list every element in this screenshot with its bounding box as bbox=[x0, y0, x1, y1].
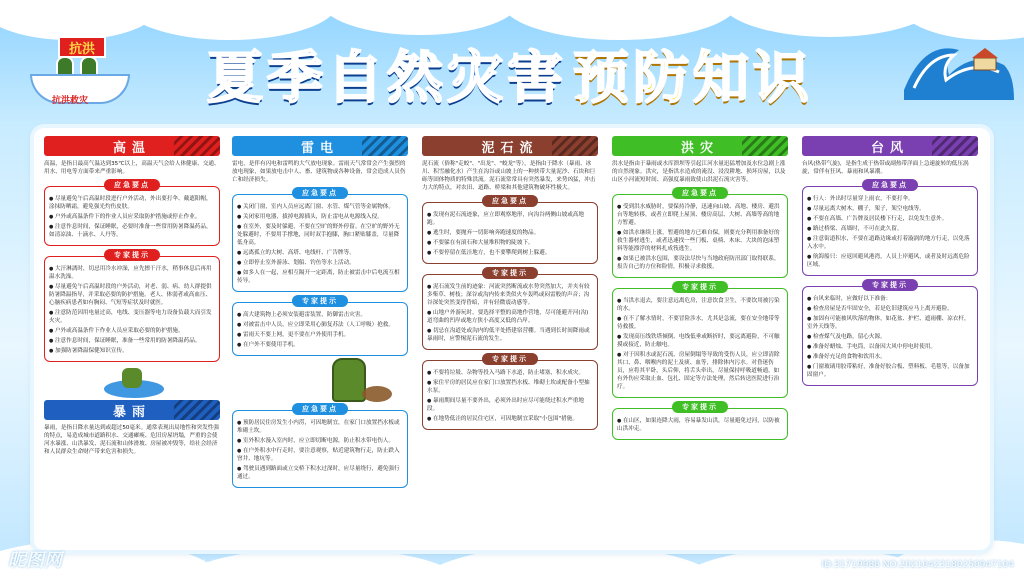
tip-item: ● 当洪水退去，要注意远离危房，注意饮食卫生，不要饮用被污染的水。 bbox=[617, 297, 783, 313]
soldier-figure bbox=[332, 358, 366, 402]
wave-illustration bbox=[904, 30, 1014, 100]
section-intro: 台风(热带气旋)，是指生成于热带或副热带洋面上急速旋转的低压涡旋，常伴有狂风、暴雨和风暴潮。 bbox=[802, 161, 969, 175]
title-main: 夏季自然灾害 bbox=[207, 46, 567, 111]
section-header-lightning: 雷电 bbox=[232, 136, 408, 156]
tip-item: ● 如洪水继续上涨，暂避的地方已难自保，则要充分利用准备好的救生器材逃生，或者迅速找一些门板、桌椅、木床、大块的泡沫塑料等能漂浮的材料扎成筏逃生。 bbox=[617, 229, 783, 253]
tip-item: ● 对于因积水或泥石流、房屋倒塌等导致的受伤人员，应立即清除其口、鼻、咽喉内的泥土及痰、血等，排除体内污水。对昏迷伤员，应将其平卧，头后仰，将舌头牵出，尽量保持呼吸道畅通。如有外伤应采取止血、包扎、固定等方法处理，然后转送医院进行治疗。 bbox=[617, 351, 783, 391]
tips-box bbox=[802, 181, 978, 276]
tip-item: ● 台风来临时，应做好以下准备： bbox=[807, 295, 973, 303]
column-mudslide bbox=[422, 136, 598, 544]
section-intro: 洪水是指由于暴雨或水库溃坝等引起江河水量迅猛增加及水位急剧上涨的自然现象。洪灾，是指洪水造成的淹没、浸没耕地、损坏房屋，以及山区小河流短时间、高强度暴雨致使山洪泥石流灾害等。 bbox=[612, 161, 786, 183]
tip-item: ● 注意防范因用电量过高，电线、变压器等电力设备负载大而引发火灾。 bbox=[49, 309, 215, 325]
box-label: 应急要点 bbox=[482, 195, 538, 207]
section-intro: 泥石流（俗称"走蛟"、"出龙"、"蛟龙"等），是指由于降水（暴雨、冰川、积雪融化水）产生在沟谷或山坡上的一种挟带大量泥沙、石块和巨砾等固体物质的特殊洪流。泥石流常常具有突然暴发，来势凶猛，冲击力大的特点，对农田、道路、桥梁和其他建筑物破坏性极大。 bbox=[422, 161, 596, 191]
tip-item: ● 在山区，如果连降大雨，容易暴发山洪，尽量避免过河，以防被山洪冲走。 bbox=[617, 417, 783, 433]
tip-item: ● 准备好蜡烛、手电筒，以备因大风中停电时使用。 bbox=[807, 343, 973, 351]
box-label: 专家提示 bbox=[672, 281, 728, 293]
tip-item: ● 尽量远离大树木，棚子，架子，架空电线等。 bbox=[807, 205, 973, 213]
title-highlight: 预防知识 bbox=[573, 46, 813, 111]
soldier-figure bbox=[122, 368, 142, 388]
tips-box bbox=[612, 189, 788, 278]
section-header-heat: 高温 bbox=[44, 136, 220, 156]
tip-item: ● 加强防暑降温保健知识宣传。 bbox=[49, 347, 215, 355]
tips-box bbox=[44, 251, 220, 362]
tip-item: ● 如多人在一起，应相互隔开一定距离，防止被雷击中后电流互相传导。 bbox=[237, 269, 403, 285]
section-intro: 高温，是指日最高气温达到35℃以上，高温天气会给人体健康、交通、用水、用电等方面带来严重影响。 bbox=[44, 161, 220, 175]
section-header-typhoon: 台风 bbox=[802, 136, 978, 156]
tip-item: ● 切忌在沟道处或沟内的低平处搭建宿营棚。当遇到长时间降雨或暴雨时，应警惕泥石流的发生。 bbox=[427, 327, 593, 343]
tip-item: ● 不要将垃圾、杂物等投入马路下水道，防止堵塞，积水成灾。 bbox=[427, 369, 593, 377]
footer bbox=[0, 550, 1024, 576]
column-typhoon bbox=[802, 136, 978, 544]
soldier-illustration bbox=[232, 356, 408, 406]
image-id: ID:31719988 NO:20210423180250947104 bbox=[821, 560, 1014, 570]
box-label: 专家提示 bbox=[482, 353, 538, 365]
tips-box bbox=[232, 405, 408, 488]
column-flood bbox=[612, 136, 788, 544]
tip-item: ● 驾驶员遇到路面或立交桥下积水过深时，应尽量绕行，避免强行通过。 bbox=[237, 465, 403, 481]
tip-item: ● 室外积水漫入室内时，应立即切断电源，防止积水带电伤人。 bbox=[237, 437, 403, 445]
watermark-url: www.nipic.com bbox=[170, 559, 246, 570]
column-lightning bbox=[232, 136, 408, 544]
tip-item: ● 预防居民住房发生小内涝，可因地制宜，在家门口放置挡水板或堆砌土坎。 bbox=[237, 419, 403, 435]
box-label: 专家提示 bbox=[672, 401, 728, 413]
tip-item: ● 远离孤立的大树、高塔、电线杆、广告牌等。 bbox=[237, 249, 403, 257]
tips-box bbox=[44, 181, 220, 246]
flag: 抗洪 bbox=[58, 36, 106, 58]
tip-item: ● 高大建筑物上必须安装避雷装置，防御雷击灾害。 bbox=[237, 311, 403, 319]
tip-item: ● 山地户外游玩时，要选择平整的高地作营地，尽可能避开河(沟)道弯曲的凹岸或地方狭小高度又低的凸岸。 bbox=[427, 309, 593, 325]
tips-box bbox=[612, 283, 788, 398]
box-label: 专家提示 bbox=[482, 267, 538, 279]
tip-item: ● 雷雨天不要上网，更不要在户外使用手机。 bbox=[237, 331, 403, 339]
tip-item: ● 发现高压线铁塔倾倒、电线低垂或断折时，要远离避险，不可触摸或接近，防止触电。 bbox=[617, 333, 783, 349]
tip-item: ● 不要停留在低洼地方，也不要攀爬到树上躲避。 bbox=[427, 249, 593, 257]
tip-item: ● 泥石流发生前的迹象：河流突然断流或水势突然加大，并夹有较多柴草、树枝；深谷或沟内传来类似火车轰鸣或闷雷般的声音；沟谷深处突然变得昏暗，并有轻微震动感等。 bbox=[427, 283, 593, 307]
tip-item: ● 加固有可能被风吹落的物体，如花盆、护栏、遮雨棚、凉衣杆，室外天线等。 bbox=[807, 315, 973, 331]
sandbag bbox=[362, 386, 392, 402]
tips-box bbox=[422, 269, 598, 350]
tip-item: ● 准备好充足的食物和饮用水。 bbox=[807, 353, 973, 361]
tips-box bbox=[422, 197, 598, 264]
box-label: 专家提示 bbox=[862, 279, 918, 291]
section-header-mudslide: 泥石流 bbox=[422, 136, 598, 156]
tips-box bbox=[612, 403, 788, 440]
tip-item: ● 不要躲在有滚石和大量堆积物的陡坡下。 bbox=[427, 239, 593, 247]
tip-item: ● 行人：外出时尽量穿上雨衣，不要打伞。 bbox=[807, 195, 973, 203]
tip-item: ● 注意街道积水，不要在道路边缘或打着漩涡的地方行走，以免落入水中。 bbox=[807, 235, 973, 251]
tip-item: ● 立即停止室外游泳、划船、钓鱼等水上活动。 bbox=[237, 259, 403, 267]
tip-item: ● 在室外，要及时躲避，不要在空旷的野外停留。在空旷的野外无处躲避时，不要用手撑地，同时双手抱膝，胸口紧贴膝盖，尽量降低身高。 bbox=[237, 223, 403, 247]
tips-box bbox=[422, 355, 598, 430]
tip-item: ● 关闭门窗，室内人员应远离门窗、水管、煤气管等金属物体。 bbox=[237, 203, 403, 211]
box-label: 专家提示 bbox=[104, 249, 160, 261]
boat-label: 抗洪救灾 bbox=[52, 96, 89, 106]
tip-item: ● 航海船只：应返回避风港湾，人员上岸避风，或者及时远离危险区域。 bbox=[807, 253, 973, 269]
tips-box bbox=[802, 281, 978, 386]
box-label: 应急要点 bbox=[672, 187, 728, 199]
watermark: 昵图网 bbox=[8, 550, 62, 571]
tip-item: ● 在户外不要使用手机。 bbox=[237, 341, 403, 349]
tip-item: ● 暴雨期间尽量不要外出，必须外出时应尽可能绕过积水严重地段。 bbox=[427, 397, 593, 413]
box-label: 应急要点 bbox=[292, 187, 348, 199]
tips-box bbox=[232, 189, 408, 292]
tip-item: ● 逃生时，要抛弃一切影响奔跑速度的物品。 bbox=[427, 229, 593, 237]
tip-item: ● 如果已被洪水包围，要设法尽快与当地政府防汛部门取得联系，报告自己的方位和险情，积极寻求救援。 bbox=[617, 255, 783, 271]
tip-item: ● 注意作息时间，保证睡眠，准备一些常用的防暑降温药品。 bbox=[49, 337, 215, 345]
tip-item: ● 尽量避免午后高温时段进行户外活动，外出要打伞、戴遮阳帽，涂抹防晒霜，避免强光灼伤皮肤。 bbox=[49, 195, 215, 211]
section-header-rainstorm: 暴雨 bbox=[44, 400, 220, 420]
tip-item: ● 对被雷击中人员，应立即采用心肺复苏法（人工呼吸）抢救。 bbox=[237, 321, 403, 329]
cloud-decoration bbox=[320, 0, 520, 35]
column-heat bbox=[44, 136, 220, 544]
tip-item: ● 家住平房的居民应在家门口放置挡水板、堆砌土坎或配备小型抽水泵。 bbox=[427, 379, 593, 395]
tip-item: ● 户外或高温条件下的作业人员应采取防护措施或停止作业。 bbox=[49, 213, 215, 221]
flood-soldier-illustration bbox=[44, 366, 220, 400]
page-title bbox=[150, 34, 870, 114]
section-header-flood: 洪灾 bbox=[612, 136, 788, 156]
tip-item: ● 注意作息时间，保证睡眠，必要时准备一些常用防暑降温药品，如清凉油、十滴水、人丹等。 bbox=[49, 223, 215, 239]
tip-item: ● 受到洪水威胁时，要保持冷静，迅速向山坡、高地、楼房、避洪台等地转移，或者立即爬上屋顶、楼房高层、大树、高墙等高的地方暂避。 bbox=[617, 203, 783, 227]
tip-item: ● 门窗玻璃用胶带粘好，准备好胶合板、塑料板、毛毯等，以备加固窗户。 bbox=[807, 363, 973, 379]
tips-box bbox=[232, 297, 408, 356]
tip-item: ● 户外或高温条件下作业人员应采取必要的防护措施。 bbox=[49, 327, 215, 335]
box-label: 专家提示 bbox=[292, 295, 348, 307]
box-label: 应急要点 bbox=[104, 179, 160, 191]
tip-item: ● 不要在高墙、广告牌及居民楼下行走，以免发生意外。 bbox=[807, 215, 973, 223]
tip-item: ● 在户外积水中行走时，要注意观察，贴近建筑物行走，防止跌入窨井、地坑等。 bbox=[237, 447, 403, 463]
box-label: 应急要点 bbox=[292, 403, 348, 415]
tip-item: ● 检查房屋是否牢固安全，若是危旧建筑应马上离开避险。 bbox=[807, 305, 973, 313]
tip-item: ● 检查煤气及电路，留心火源。 bbox=[807, 333, 973, 341]
section-intro: 雷电，是伴有闪电和雷鸣的大气放电现象。雷雨天气常常会产生强烈的放电现象，如果放电击中人、畜、建筑物或各种设备，常会造成人员伤亡和经济损失。 bbox=[232, 161, 406, 183]
tip-item: ● 在不了解水情时，不要冒险涉水，尤其是急流，要在安全地带等待救援。 bbox=[617, 315, 783, 331]
box-label: 应急要点 bbox=[862, 179, 918, 191]
section-intro: 暴雨，是指日降水量达到或超过50毫米。通常表现出局地性和突发性强的特点，易造成城市道路积水、交通瘫痪、危旧房屋坍塌，严重的会使河水暴涨、山洪暴发、泥石流和山体滑坡、房屋被冲毁等，给社会经济和人民群众生命财产带来危害和损失。 bbox=[44, 425, 219, 455]
tip-item: ● 尽量避免午后高温时段的户外活动，对老、弱、病、幼人群提供防暑降温指导，并采取必要的防护措施。老人、体弱者或高血压、心脑疾病患者如有胸闷、气短等症状及时就医。 bbox=[49, 283, 215, 307]
tip-item: ● 大汗淋漓时，切忌用冷水冲澡，应先擦干汗水，稍事休息后再用温水洗澡。 bbox=[49, 265, 215, 281]
tip-item: ● 关闭家用电器，拔掉电源插头，防止雷电从电源线入侵。 bbox=[237, 213, 403, 221]
tip-item: ● 在地势低洼的居民住宅区，可因地制宜采取"小包围"措施。 bbox=[427, 415, 593, 423]
tip-item: ● 路过桥梁、高墙时，不可在此久留。 bbox=[807, 225, 973, 233]
tip-item: ● 发现有泥石流迹象，应立即观察地形，向沟谷两侧山坡或高地跑。 bbox=[427, 211, 593, 227]
